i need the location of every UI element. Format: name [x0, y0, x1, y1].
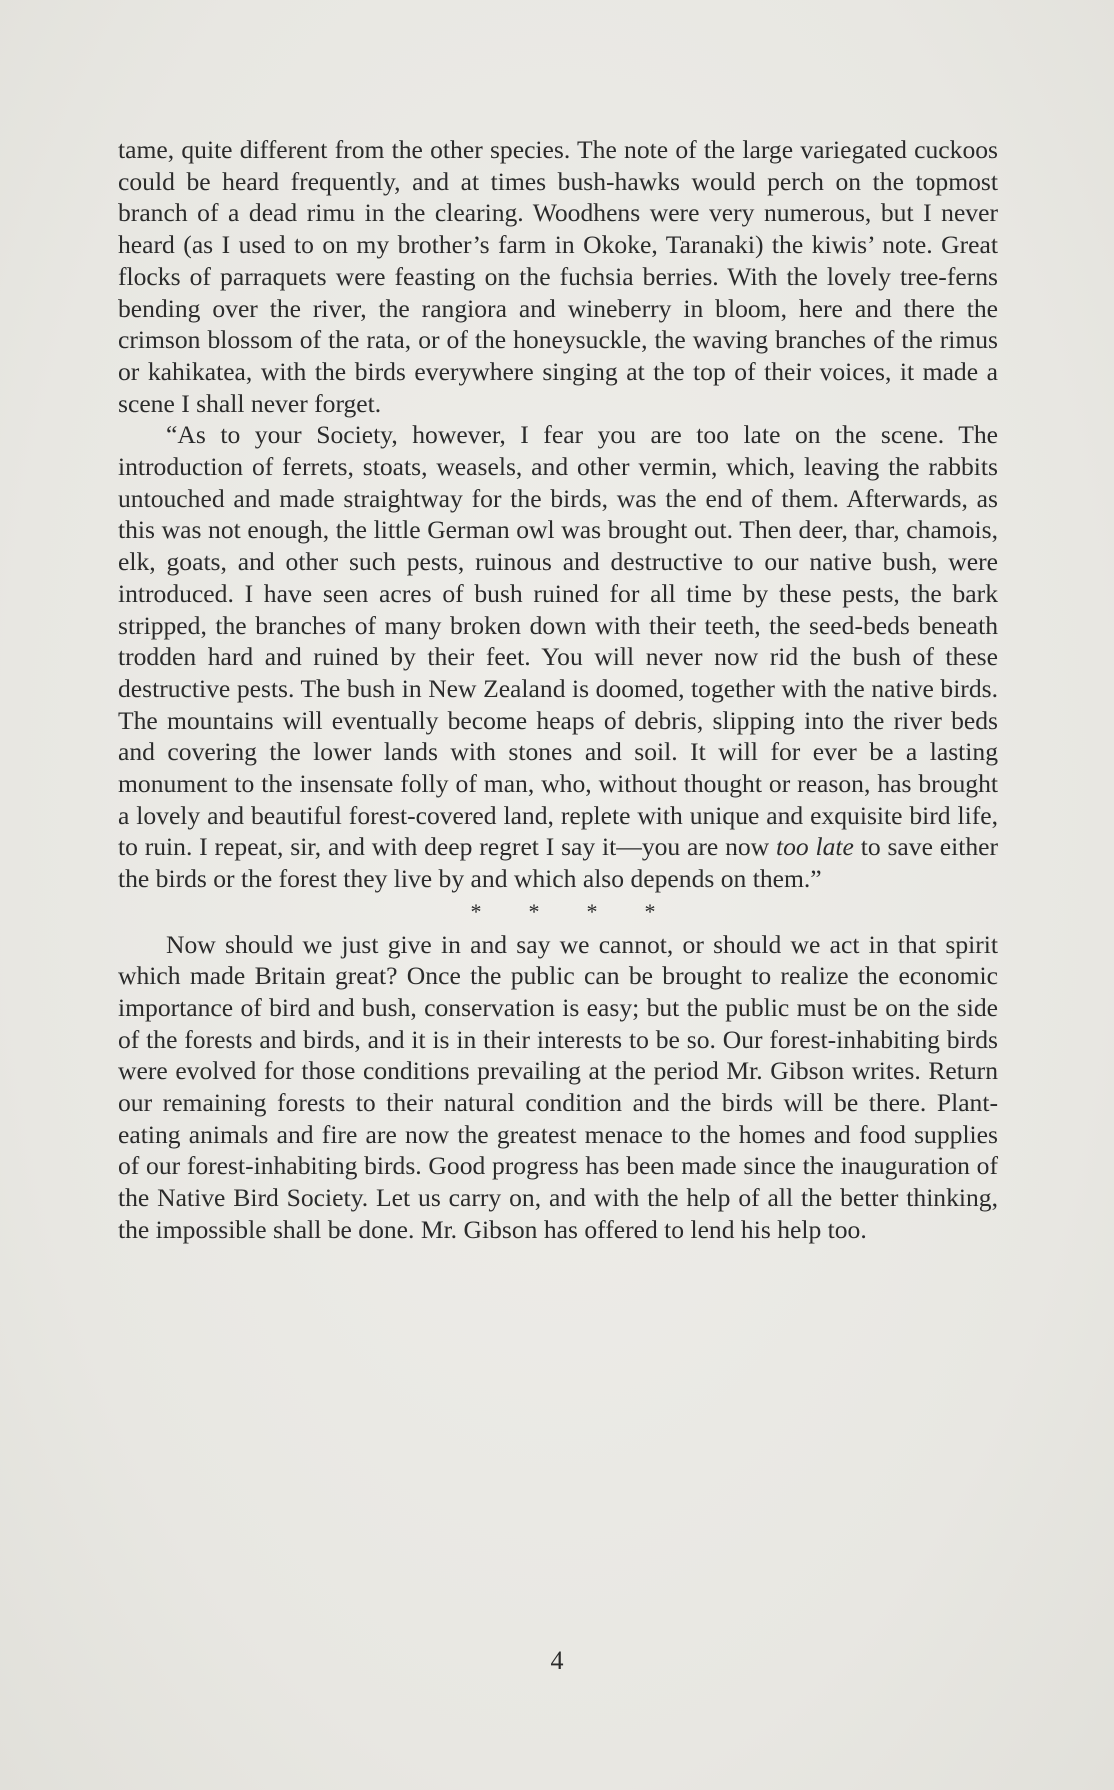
emphasis-too-late: too late — [776, 832, 854, 862]
paragraph-1: tame, quite different from the other species. The note of the large variegated cuckoos could be heard frequently, and at times bush-hawks would perch on the topmost branch of a dead rimu in the clearing. Woodhens were very numerous, but I never heard (as I used to on my brother’s farm in Okoke, Taranaki) the kiwis’ note. Great flocks of parraquets were feasting on the fuchsia berries. With the lovely tree-ferns bending over the river, the rangiora and wineberry in bloom, here and there the crimson blossom of the rata, or of the honeysuckle, the waving branches of the rimus or kahikatea, with the birds everywhere singing at the top of their voices, it made a scene I shall never forget. — [118, 135, 998, 418]
section-separator — [118, 895, 998, 927]
paragraph-3: Now should we just give in and say we cannot, or should we act in that spirit which made Britain great? Once the public can be brought to realize the economic importance of bird and bush, conservation is easy; but the public must be on the side of the forests and birds, and it is in their interests to be so. Our forest-inhabiting birds were evolved for those conditions prevailing at the period Mr. Gibson writes. Return our remaining forests to their natural condition and the birds will be there. Plant-eating animals and fire are now the greatest menace to the homes and food supplies of our forest-inhabiting birds. Good progress has been made since the inauguration of the Native Bird Society. Let us carry on, and with the help of all the better thinking, the impossible shall be done. Mr. Gibson has offered to lend his help too. — [118, 929, 998, 1244]
asterism-mark: * — [644, 898, 656, 924]
paragraph-2-end: to save either the birds or the forest they live by and which also depends on them.” — [118, 832, 999, 894]
asterism-mark: * — [528, 898, 540, 924]
body-text — [118, 134, 998, 1246]
paragraph-2-quote — [118, 419, 998, 895]
paragraph-2-text: “As to your Society, however, I fear you are too late on the scene. The introduction of ferrets, stoats, weasels, and other vermin, which, leaving the rabbits untouched and made straightway for the birds, was the end of them. Afterwards, as this was not enough, the little German owl was brought out. Then deer, thar, chamois, elk, goats, and other such pests, ruinous and destructive to our native bush, were introduced. I have seen acres of bush ruined for all time by these pests, the bark stripped, the branches of many broken down with their teeth, the seed-beds beneath trodden hard and ruined by their feet. You will never now rid the bush of these destructive pests. The bush in New Zealand is doomed, together with the native birds. The mountains will eventually become heaps of debris, slipping into the river beds and covering the lower lands with stones and soil. It will for ever be a lasting monument to the insensate folly of man, who, without thought or reason, has brought a lovely and beautiful forest-covered land, replete with unique and exquisite bird life, to ruin. I repeat, sir, and with deep regret I say it—you are now — [118, 420, 998, 862]
asterism-mark: * — [586, 898, 598, 924]
asterism-mark: * — [470, 898, 482, 924]
page-number: 4 — [550, 1646, 564, 1675]
